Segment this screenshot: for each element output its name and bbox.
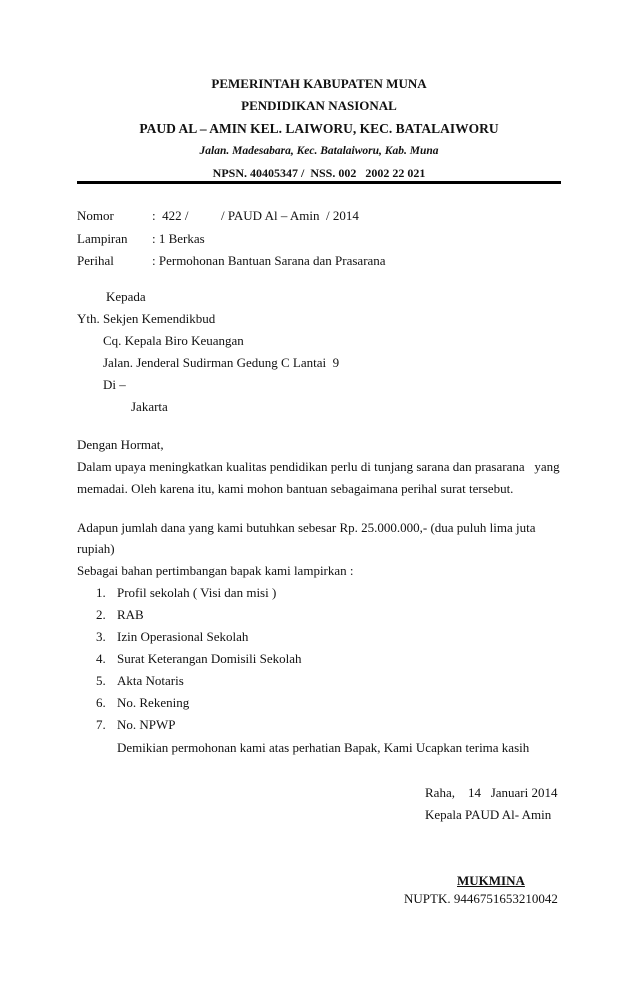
signer-nuptk: NUPTK. 9446751653210042 <box>404 891 558 906</box>
meta-value: : 1 Berkas <box>152 231 205 246</box>
attachment-item: Akta Notaris <box>117 673 184 688</box>
letterhead-rule <box>77 181 561 184</box>
letterhead-address: Jalan. Madesabara, Kec. Batalaiworu, Kab. Muna <box>199 145 439 157</box>
attachment-item: No. Rekening <box>117 695 190 710</box>
signer-title: Kepala PAUD Al- Amin <box>425 807 552 822</box>
attachment-item: Surat Keterangan Domisili Sekolah <box>117 651 302 666</box>
attachment-number: 4. <box>96 651 106 666</box>
attachment-number: 1. <box>96 585 106 600</box>
meta-label: Nomor <box>77 208 114 223</box>
letterhead-line1: PEMERINTAH KABUPATEN MUNA <box>211 76 427 91</box>
meta-label: Perihal <box>77 253 114 268</box>
attachment-item: No. NPWP <box>117 717 176 732</box>
meta-value: : 422 / / PAUD Al – Amin / 2014 <box>152 208 359 223</box>
closing: Demikian permohonan kami atas perhatian Bapak, Kami Ucapkan terima kasih <box>117 740 530 755</box>
meta-perihal <box>77 253 386 269</box>
recipient-cq: Cq. Kepala Biro Keuangan <box>103 333 244 348</box>
meta-nomor <box>77 208 359 224</box>
attachment-item: RAB <box>117 607 144 622</box>
recipient-yth: Yth. Sekjen Kemendikbud <box>77 311 216 326</box>
meta-label: Lampiran <box>77 231 128 246</box>
signer-name: MUKMINA <box>457 873 525 888</box>
recipient-kepada: Kepada <box>106 289 146 304</box>
meta-value: : Permohonan Bantuan Sarana dan Prasarana <box>152 253 386 268</box>
paragraph-2-line-1: Adapun jumlah dana yang kami butuhkan sebesar Rp. 25.000.000,- (dua puluh lima juta <box>77 520 536 535</box>
recipient-di: Di – <box>103 377 126 392</box>
attachment-number: 5. <box>96 673 106 688</box>
recipient-city: Jakarta <box>131 399 168 414</box>
paragraph-1-line-1: Dalam upaya meningkatkan kualitas pendidikan perlu di tunjang sarana dan prasarana yang <box>77 459 560 474</box>
paragraph-1-line-2: memadai. Oleh karena itu, kami mohon bantuan sebagaimana perihal surat tersebut. <box>77 481 514 496</box>
attachment-number: 6. <box>96 695 106 710</box>
attachment-number: 2. <box>96 607 106 622</box>
letterhead-ids: NPSN. 40405347 / NSS. 002 2002 22 021 <box>212 166 426 180</box>
attachment-item: Izin Operasional Sekolah <box>117 629 249 644</box>
meta-lampiran <box>77 231 205 247</box>
attachment-item: Profil sekolah ( Visi dan misi ) <box>117 585 277 600</box>
paragraph-3: Sebagai bahan pertimbangan bapak kami lampirkan : <box>77 563 354 578</box>
greeting: Dengan Hormat, <box>77 437 164 452</box>
attachment-number: 7. <box>96 717 106 732</box>
letterhead-line3: PAUD AL – AMIN KEL. LAIWORU, KEC. BATALAIWORU <box>139 121 499 136</box>
paragraph-2-line-2: rupiah) <box>77 541 115 556</box>
letterhead-line2: PENDIDIKAN NASIONAL <box>241 98 397 113</box>
place-date: Raha, 14 Januari 2014 <box>425 785 558 800</box>
attachment-number: 3. <box>96 629 106 644</box>
recipient-jalan: Jalan. Jenderal Sudirman Gedung C Lantai 9 <box>103 355 340 370</box>
